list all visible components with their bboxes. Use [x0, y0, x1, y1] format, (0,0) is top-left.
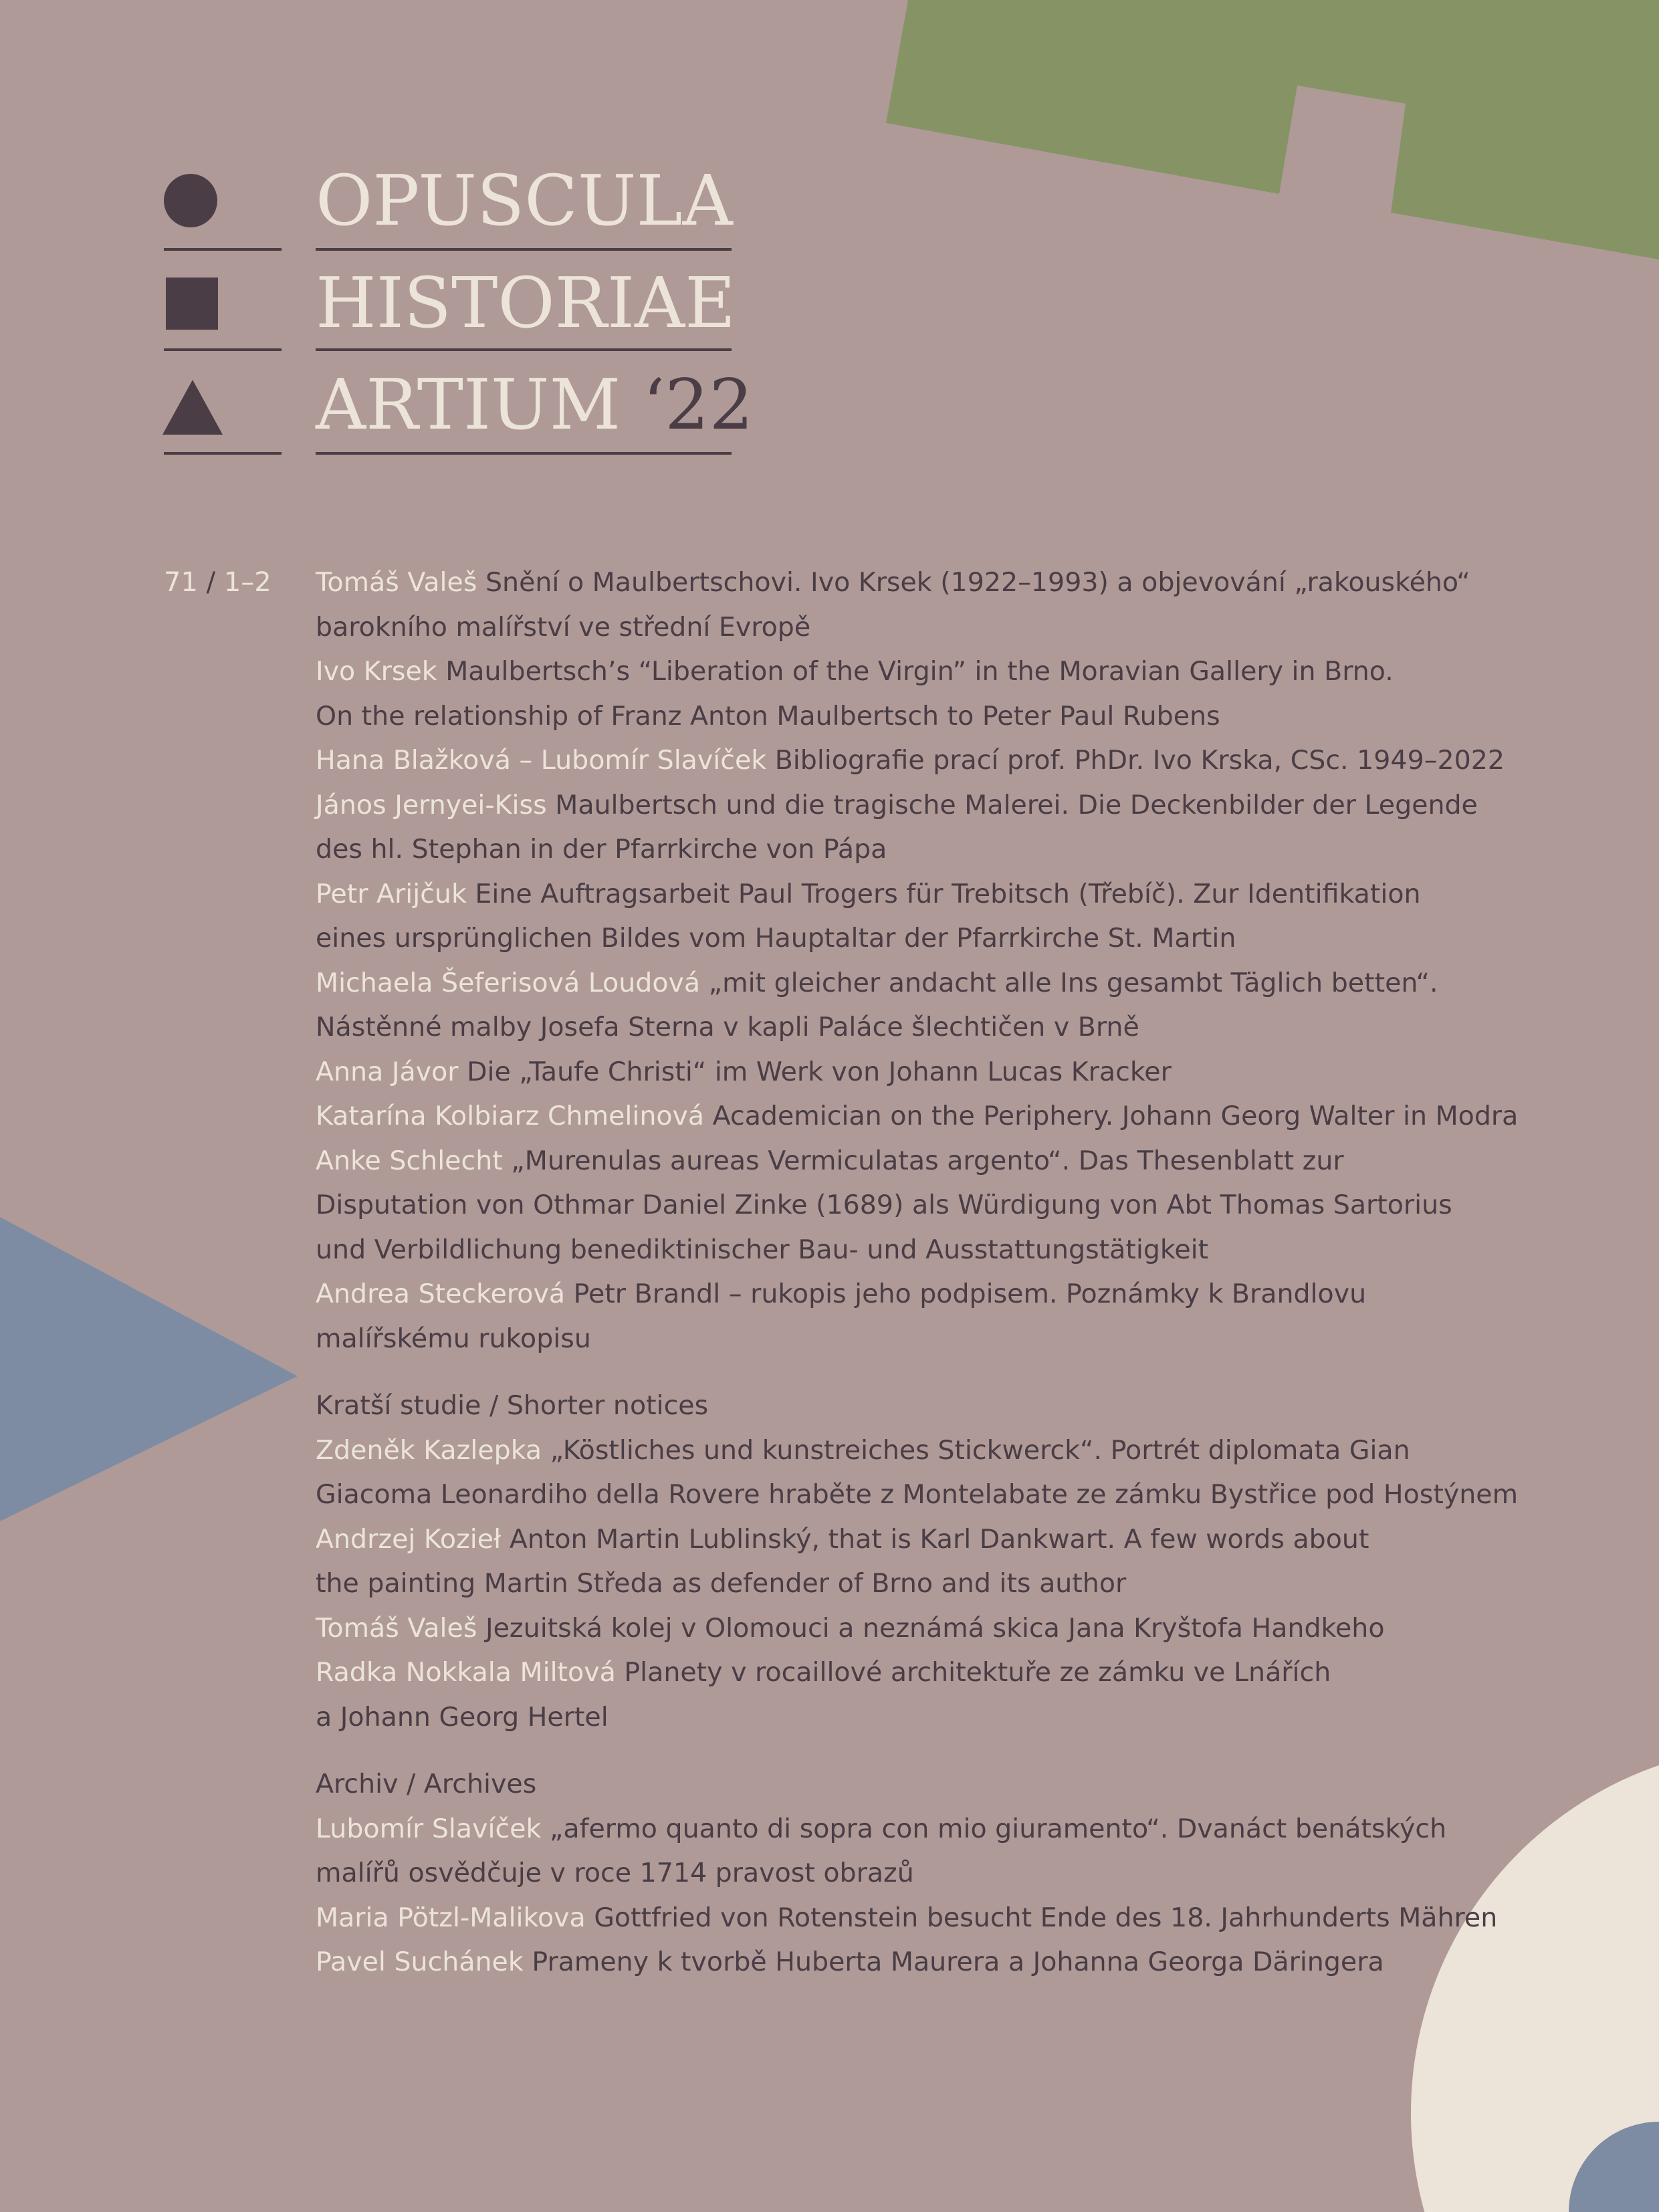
toc-entry-line	[316, 738, 1586, 783]
issue-separator: /	[206, 567, 216, 598]
toc-entry-line	[316, 1139, 1586, 1184]
toc-author: Hana Blažková – Lubomír Slavíček	[316, 745, 767, 776]
toc-title: Die „Taufe Christi“ im Werk von Johann Lucas Kracker	[467, 1056, 1172, 1087]
toc-author: Tomáš Valeš	[316, 1612, 477, 1644]
toc-entry-line	[316, 649, 1586, 694]
triangle-icon	[162, 380, 223, 436]
journal-year: ‘22	[643, 364, 754, 445]
toc-entry-line	[316, 1517, 1586, 1562]
toc-title: barokního malířství ve střední Evropě	[316, 611, 811, 643]
toc-entry-line	[316, 1317, 1586, 1361]
toc-entry	[316, 1428, 1586, 1517]
toc-entry	[316, 1650, 1586, 1739]
issue-volume: 71	[164, 567, 198, 598]
toc-title: und Verbildlichung benediktinischer Bau- und Ausstattungstätigkeit	[316, 1234, 1209, 1265]
toc-entry	[316, 1139, 1586, 1273]
toc-author: Pavel Suchánek	[316, 1947, 524, 1977]
toc-entry-line	[316, 872, 1586, 917]
journal-title-word: ARTIUM	[316, 364, 621, 445]
toc-entry	[316, 1050, 1586, 1095]
divider-line	[316, 248, 732, 251]
notices-list	[316, 1428, 1586, 1740]
square-icon	[166, 278, 219, 331]
toc-title: eines ursprünglichen Bildes vom Hauptaltar der Pfarrkirche St. Martin	[316, 923, 1236, 954]
toc-title: des hl. Stephan in der Pfarrkirche von Pápa	[316, 834, 887, 865]
toc-title: Petr Brandl – rukopis jeho podpisem. Poznámky k Brandlovu	[573, 1279, 1367, 1309]
divider-line	[316, 452, 732, 455]
toc-entry-line	[316, 1650, 1586, 1695]
toc-entry-line	[316, 1940, 1586, 1985]
toc-title: Eine Auftragsarbeit Paul Trogers für Trebitsch (Třebíč). Zur Identifikation	[475, 878, 1421, 909]
toc-title: „afermo quanto di sopra con mio giuramento“. Dvanáct benátských	[549, 1813, 1447, 1844]
archives-list	[316, 1807, 1586, 1985]
toc-author: Zdeněk Kazlepka	[316, 1434, 542, 1466]
toc-entry-line	[316, 1428, 1586, 1473]
toc-entry	[316, 649, 1586, 738]
toc-entry-line	[316, 1851, 1586, 1896]
blue-triangle-shape	[0, 1217, 298, 1521]
toc-entry-line	[316, 916, 1586, 961]
toc-entry-line	[316, 605, 1586, 650]
toc-title: „Murenulas aureas Vermiculatas argento“. Das Thesenblatt zur	[511, 1145, 1344, 1176]
journal-title-line-2: HISTORIAE	[316, 262, 736, 344]
toc-entry-line	[316, 961, 1586, 1006]
toc-title: Disputation von Othmar Daniel Zinke (1689) als Würdigung von Abt Thomas Sartorius	[316, 1190, 1452, 1220]
toc-author: Petr Arijčuk	[316, 878, 467, 909]
toc-title: Anton Martin Lublinský, that is Karl Dankwart. A few words about	[509, 1523, 1369, 1555]
toc-title: malířů osvědčuje v roce 1714 pravost obrazů	[316, 1858, 914, 1888]
toc-author: Anna Jávor	[316, 1056, 459, 1087]
toc-entry-line	[316, 1183, 1586, 1228]
toc-entry-line	[316, 1896, 1586, 1941]
divider-line	[164, 452, 282, 455]
toc-author: Maria Pötzl-Malikova	[316, 1902, 586, 1933]
toc-entry	[316, 1940, 1586, 1985]
journal-title-line-1: OPUSCULA	[316, 160, 733, 241]
toc-title: a Johann Georg Hertel	[316, 1701, 609, 1733]
toc-entry-line	[316, 1472, 1586, 1517]
toc-title: Maulbertsch’s “Liberation of the Virgin” in the Moravian Gallery in Brno.	[445, 656, 1394, 687]
divider-line	[164, 348, 282, 351]
toc-entry	[316, 1094, 1586, 1139]
notices-heading: Kratší studie / Shorter notices	[316, 1390, 709, 1421]
toc-title: Maulbertsch und die tragische Malerei. Die Deckenbilder der Legende	[555, 789, 1478, 820]
toc-entry-line	[316, 827, 1586, 872]
toc-entry-line	[316, 1561, 1586, 1606]
toc-title: malířskému rukopisu	[316, 1323, 591, 1354]
toc-author: Tomáš Valeš	[316, 567, 477, 598]
toc-author: Anke Schlecht	[316, 1145, 503, 1176]
toc-title: Bibliografie prací prof. PhDr. Ivo Krska, CSc. 1949–2022	[774, 745, 1505, 776]
toc-author: Ivo Krsek	[316, 656, 437, 687]
toc-entry	[316, 872, 1586, 961]
toc-entry	[316, 961, 1586, 1050]
issue-number	[164, 560, 271, 604]
toc-title: the painting Martin Středa as defender of Brno and its author	[316, 1568, 1127, 1599]
toc-entry-line	[316, 1695, 1586, 1740]
toc-entry	[316, 560, 1586, 649]
articles-list	[316, 560, 1586, 1361]
toc-title: „mit gleicher andacht alle Ins gesambt Täglich betten“.	[708, 967, 1438, 998]
toc-entry	[316, 738, 1586, 783]
toc-title: Prameny k tvorbě Huberta Maurera a Johanna Georga Däringera	[532, 1947, 1384, 1977]
toc-entry-line	[316, 1606, 1586, 1651]
toc-entry-line	[316, 1272, 1586, 1317]
toc-entry-line	[316, 783, 1586, 828]
toc-author: János Jernyei-Kiss	[316, 789, 547, 820]
journal-title-line-3	[316, 364, 754, 445]
toc-title: „Köstliches und kunstreiches Stickwerck“. Portrét diplomata Gian	[550, 1434, 1410, 1466]
toc-author: Andrzej Kozieł	[316, 1523, 502, 1555]
toc-entry	[316, 1517, 1586, 1606]
toc-title: Gottfried von Rotenstein besucht Ende des 18. Jahrhunderts Mähren	[594, 1902, 1498, 1933]
archives-heading: Archiv / Archives	[316, 1769, 537, 1799]
issue-number-value: 1–2	[223, 567, 271, 598]
toc-title: Giacoma Leonardiho della Rovere hraběte z Montelabate ze zámku Bystřice pod Hostýnem	[316, 1479, 1519, 1510]
toc-entry-line	[316, 1807, 1586, 1852]
toc-title: Academician on the Periphery. Johann Georg Walter in Modra	[712, 1101, 1519, 1131]
toc-author: Katarína Kolbiarz Chmelinová	[316, 1101, 705, 1131]
toc-title: Jezuitská kolej v Olomouci a neznámá skica Jana Kryštofa Handkeho	[485, 1612, 1385, 1644]
toc-entry-line	[316, 560, 1586, 605]
toc-entry-line	[316, 1228, 1586, 1273]
toc-entry	[316, 1606, 1586, 1651]
toc-entry-line	[316, 1005, 1586, 1050]
toc-entry-line	[316, 1050, 1586, 1095]
toc-author: Lubomír Slavíček	[316, 1813, 542, 1844]
toc-entry	[316, 1807, 1586, 1896]
toc-entry	[316, 1896, 1586, 1941]
toc-title: On the relationship of Franz Anton Maulbertsch to Peter Paul Rubens	[316, 700, 1220, 732]
toc-author: Michaela Šeferisová Loudová	[316, 967, 701, 998]
toc-entry-line	[316, 694, 1586, 739]
table-of-contents	[316, 560, 1586, 1985]
circle-icon	[162, 173, 219, 229]
toc-title: Planety v rocaillové architektuře ze zámku ve Lnářích	[624, 1657, 1331, 1688]
toc-title: Nástěnné malby Josefa Sterna v kapli Paláce šlechtičen v Brně	[316, 1012, 1139, 1042]
toc-title: Snění o Maulbertschovi. Ivo Krsek (1922–1993) a objevování „rakouského“	[485, 567, 1470, 598]
green-block-shape	[886, 0, 1659, 259]
toc-author: Andrea Steckerová	[316, 1279, 566, 1309]
toc-entry	[316, 783, 1586, 872]
toc-entry-line	[316, 1094, 1586, 1139]
toc-entry	[316, 1272, 1586, 1361]
divider-line	[316, 348, 732, 351]
toc-author: Radka Nokkala Miltová	[316, 1657, 616, 1688]
divider-line	[164, 248, 282, 251]
